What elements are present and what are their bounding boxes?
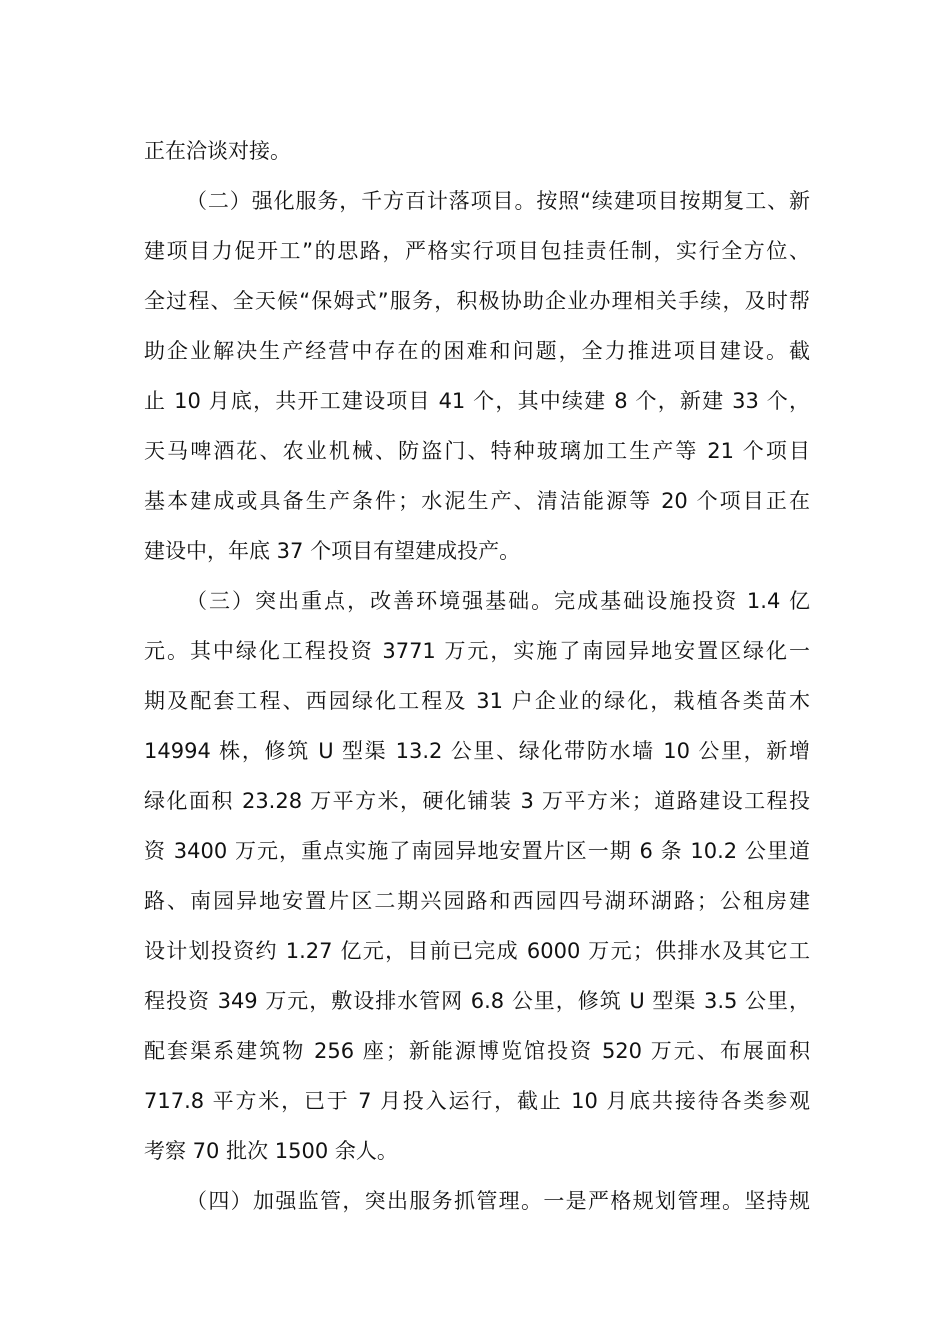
text-line: 止 10 月底，共开工建设项目 41 个，其中续建 8 个，新建 33 个， — [144, 389, 810, 413]
text-line: 助企业解决生产经营中存在的困难和问题，全力推进项目建设。截 — [144, 339, 810, 363]
text-line: 正在洽谈对接。 — [144, 139, 291, 163]
text-line: 天马啤酒花、农业机械、防盗门、特种玻璃加工生产等 21 个项目 — [144, 439, 810, 463]
text-line: 程投资 349 万元，敷设排水管网 6.8 公里，修筑 U 型渠 3.5 公里， — [144, 989, 810, 1013]
text-line: 配套渠系建筑物 256 座；新能源博览馆投资 520 万元、布展面积 — [144, 1039, 810, 1063]
text-line: 绿化面积 23.28 万平方米，硬化铺装 3 万平方米；道路建设工程投 — [144, 789, 810, 813]
paragraph-start-line: （四）加强监管，突出服务抓管理。一是严格规划管理。坚持规 — [186, 1189, 810, 1213]
text-line: 路、南园异地安置片区二期兴园路和西园四号湖环湖路；公租房建 — [144, 889, 810, 913]
body-text — [144, 126, 810, 1226]
text-line: 资 3400 万元，重点实施了南园异地安置片区一期 6 条 10.2 公里道 — [144, 839, 810, 863]
text-line: 建项目力促开工”的思路，严格实行项目包挂责任制，实行全方位、 — [144, 239, 810, 263]
text-line: 设计划投资约 1.27 亿元，目前已完成 6000 万元；供排水及其它工 — [144, 939, 810, 963]
text-line: 期及配套工程、西园绿化工程及 31 户企业的绿化，栽植各类苗木 — [144, 689, 810, 713]
paragraph-start-line: （三）突出重点，改善环境强基础。完成基础设施投资 1.4 亿 — [186, 589, 810, 613]
text-line: 14994 株，修筑 U 型渠 13.2 公里、绿化带防水墙 10 公里，新增 — [144, 739, 810, 763]
text-line: 全过程、全天候“保姆式”服务，积极协助企业办理相关手续，及时帮 — [144, 289, 810, 313]
text-line: 考察 70 批次 1500 余人。 — [144, 1139, 398, 1163]
text-line: 建设中，年底 37 个项目有望建成投产。 — [144, 539, 521, 563]
paragraph-start-line: （二）强化服务，千方百计落项目。按照“续建项目按期复工、新 — [186, 189, 810, 213]
text-line: 基本建成或具备生产条件；水泥生产、清洁能源等 20 个项目正在 — [144, 489, 810, 513]
text-line: 717.8 平方米，已于 7 月投入运行，截止 10 月底共接待各类参观 — [144, 1089, 810, 1113]
text-line: 元。其中绿化工程投资 3771 万元，实施了南园异地安置区绿化一 — [144, 639, 810, 663]
